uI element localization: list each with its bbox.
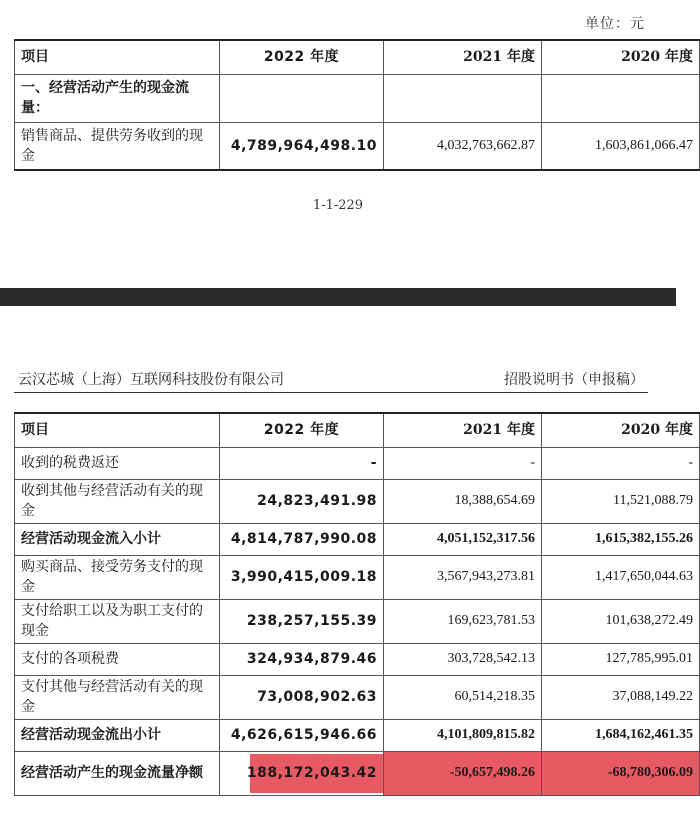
table-row (15, 479, 700, 523)
header-item: 项目 (15, 40, 220, 74)
row-value-2022: 324,934,879.46 (220, 643, 384, 675)
row-label: 经营活动产生的现金流量净额 (15, 751, 220, 795)
row-value-2020: 101,638,272.49 (542, 599, 700, 643)
row-value-2022: - (220, 447, 384, 479)
row-value-2021: 303,728,542.13 (384, 643, 542, 675)
table-header-row (15, 413, 700, 447)
table-row (15, 675, 700, 719)
row-value-2021: 169,623,781.53 (384, 599, 542, 643)
row-value-2022: 4,789,964,498.10 (220, 122, 384, 170)
row-value-2022: 4,814,787,990.08 (220, 523, 384, 555)
row-label: 销售商品、提供劳务收到的现金 (15, 122, 220, 170)
row-value-2022 (220, 751, 384, 795)
table-row (15, 599, 700, 643)
row-value-2022: 4,626,615,946.66 (220, 719, 384, 751)
row-value-2020: - (542, 447, 700, 479)
table-row (15, 523, 700, 555)
header-2022: 2022 年度 (220, 413, 384, 447)
row-value-2022-text: 188,172,043.42 (246, 765, 377, 781)
row-label: 支付的各项税费 (15, 643, 220, 675)
table-row (15, 643, 700, 675)
row-value-2021: 18,388,654.69 (384, 479, 542, 523)
row-label: 收到其他与经营活动有关的现金 (15, 479, 220, 523)
row-value-2021: - (384, 447, 542, 479)
row-value-2021: 4,032,763,662.87 (384, 122, 542, 170)
row-value-2020: 11,521,088.79 (542, 479, 700, 523)
row-label: 收到的税费返还 (15, 447, 220, 479)
row-value-2021: -50,657,498.26 (384, 751, 542, 795)
row-value-2021 (384, 74, 542, 122)
page-divider (0, 288, 676, 306)
bottom-table (14, 412, 700, 796)
table-row-highlighted (15, 751, 700, 795)
row-value-2021: 3,567,943,273.81 (384, 555, 542, 599)
table-row (15, 719, 700, 751)
row-value-2022: 73,008,902.63 (220, 675, 384, 719)
row-label: 经营活动现金流入小计 (15, 523, 220, 555)
row-value-2022: 238,257,155.39 (220, 599, 384, 643)
row-value-2021: 4,101,809,815.82 (384, 719, 542, 751)
row-value-2021: 60,514,218.35 (384, 675, 542, 719)
row-value-2020: 1,603,861,066.47 (542, 122, 700, 170)
row-label: 支付给职工以及为职工支付的现金 (15, 599, 220, 643)
row-value-2020: 37,088,149.22 (542, 675, 700, 719)
row-label: 支付其他与经营活动有关的现金 (15, 675, 220, 719)
row-label: 一、经营活动产生的现金流量： (15, 74, 220, 122)
row-value-2020: 1,417,650,044.63 (542, 555, 700, 599)
table-row (15, 447, 700, 479)
row-value-2020: 1,615,382,155.26 (542, 523, 700, 555)
unit-label: 单位：元 (585, 16, 645, 32)
table-row (15, 555, 700, 599)
row-value-2022 (220, 74, 384, 122)
header-2021: 2021 年度 (384, 40, 542, 74)
top-page (0, 0, 693, 288)
header-2022: 2022 年度 (220, 40, 384, 74)
row-value-2022: 24,823,491.98 (220, 479, 384, 523)
company-name: 云汉芯城（上海）互联网科技股份有限公司 (18, 372, 284, 388)
row-value-2020 (542, 74, 700, 122)
header-item: 项目 (15, 413, 220, 447)
row-label: 经营活动现金流出小计 (15, 719, 220, 751)
bottom-page (0, 306, 693, 818)
row-value-2020: 127,785,995.01 (542, 643, 700, 675)
header-rule (14, 392, 648, 393)
page-number: 1-1-229 (312, 198, 364, 213)
row-label: 购买商品、接受劳务支付的现金 (15, 555, 220, 599)
row-value-2020: -68,780,306.09 (542, 751, 700, 795)
row-value-2021: 4,051,152,317.56 (384, 523, 542, 555)
table-header-row (15, 40, 700, 74)
row-value-2020: 1,684,162,461.35 (542, 719, 700, 751)
document-title: 招股说明书（申报稿） (504, 372, 644, 388)
header-2020: 2020 年度 (542, 413, 700, 447)
header-2021: 2021 年度 (384, 413, 542, 447)
table-row (15, 74, 700, 122)
row-value-2022: 3,990,415,009.18 (220, 555, 384, 599)
table-row (15, 122, 700, 170)
header-2020: 2020 年度 (542, 40, 700, 74)
top-table (14, 39, 700, 171)
